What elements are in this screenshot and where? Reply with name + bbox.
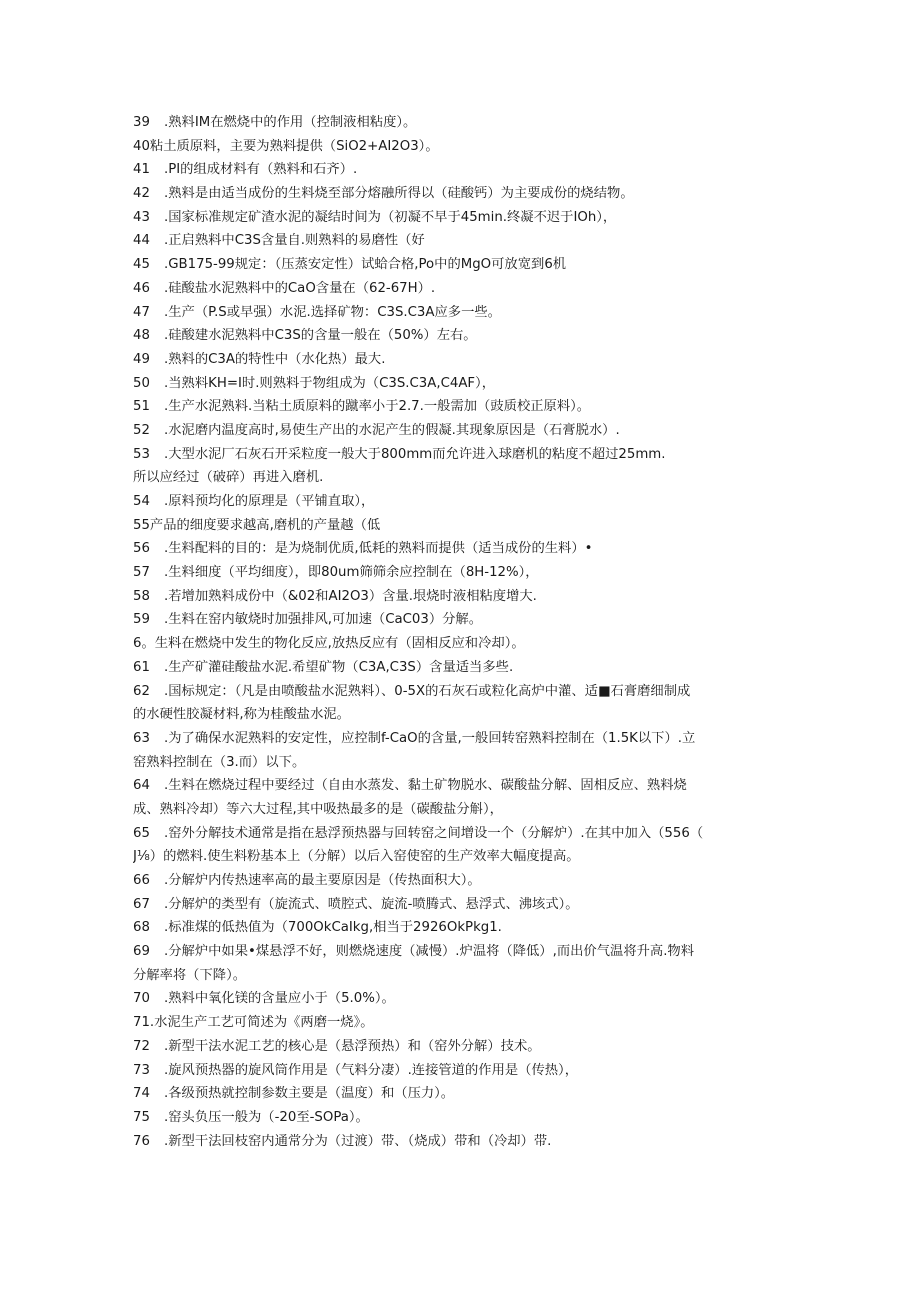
text-line [133,395,788,419]
item-number: 50 [133,375,150,391]
item-text: .熟料是由适当成份的生料烧至部分熔融所得以（硅酸钙）为主要成份的烧结物。 [164,186,634,202]
item-text: .GB175-99规定：（压蒸安定性）试蛤合格,Po中的MgO可放宽到6机 [164,257,567,273]
text-line [133,798,788,822]
item-number: 70 [133,991,150,1007]
item-text: .当熟料KH=I时.则熟料于物组成为（C3S.C3A,C4AF）， [164,375,496,391]
item-number: 56 [133,541,150,557]
item-text: .标准煤的低热值为（700OkCaIkg,相当于2926OkPkg1. [164,920,502,936]
item-text: 窑熟料控制在（3.而）以下。 [133,754,306,770]
item-text: 所以应经过（破碎）再进入磨机. [133,470,324,486]
item-text: .为了确保水泥熟料的安定性，应控制f-CaO的含量,一般回转窑熟料控制在（1.5K以下）.立 [164,730,696,746]
item-number: 44 [133,233,150,249]
item-number: 42 [133,186,150,202]
item-text: .生产矿灌硅酸盐水泥.希望矿物（C3A,C3S）含量适当多些. [164,659,514,675]
item-number: 49 [133,351,150,367]
item-number: 39 [133,115,150,130]
item-text: .生产水泥熟料.当粘土质原料的蹴率小于2.7.一般需加（豉质校正原料）。 [164,399,591,415]
item-text: .国标规定：（凡是由喷酸盐水泥熟料）、0-5X的石灰石或粒化高炉中灌、适■石膏磨细制成 [164,683,691,699]
text-line [133,964,788,988]
text-line [133,822,788,846]
text-line [133,656,788,680]
item-number: 41 [133,162,150,178]
item-number: 63 [133,730,150,746]
item-text: .窑外分解技术通常是指在悬浮预热器与回转窑之间增设一个（分解炉）.在其中加入（556（ [164,825,704,841]
text-line [133,372,788,396]
item-text: .正启熟料中C3S含量自.则熟料的易磨性（好 [164,233,425,249]
text-line [133,1059,788,1083]
text-line [133,608,788,632]
item-text: .硅酸盐水泥熟料中的CaO含量在（62-67H）. [164,280,436,296]
text-line [133,1130,788,1154]
item-text: .水泥磨内温度高时,易使生产出的水泥产生的假凝.其现象原因是（石膏脱水）. [164,422,620,438]
text-line [133,940,788,964]
item-text: 成、熟料冷却）等六大过程,其中吸热最多的是（碳酸盐分斛）， [133,801,503,817]
text-line [133,987,788,1011]
item-text: .原料预均化的原理是（平铺直取）， [164,494,375,509]
text-line [133,632,788,656]
text-line [133,206,788,230]
text-line [133,680,788,704]
item-number: 61 [133,659,150,675]
text-line [133,182,788,206]
text-line [133,1035,788,1059]
item-text: 6。生料在燃烧中发生的物化反应,放热反应有（固相反应和冷却）。 [133,636,525,652]
item-number: 76 [133,1133,150,1149]
item-text: J⅛）的燃料.使生料粉基本上（分解）以后入窑使窑的生产效率大幅度提高。 [133,849,580,865]
item-text: .分解炉中如果•煤悬浮不好，则燃烧速度（减慢）.炉温将（降低）,而出价气温将升高.物料 [164,944,695,960]
item-text: .熟料的C3A的特性中（水化热）最大. [164,351,386,367]
item-number: 67 [133,896,150,912]
text-line [133,845,788,869]
text-line [133,774,788,798]
text-line [133,537,788,561]
item-text: .熟料IM在燃烧中的作用（控制液相粘度）。 [164,115,417,130]
document-body [133,111,788,1153]
item-number: 65 [133,825,150,841]
item-text: .硅酸建水泥熟料中C3S的含量一般在（50%）左右。 [164,328,477,344]
text-line [133,561,788,585]
item-text: .PI的组成材料有（熟料和石齐）. [164,162,358,178]
item-number: 54 [133,494,150,509]
text-line [133,419,788,443]
item-text: .窑头负压一般为（-20至-SOPa）。 [164,1109,369,1125]
item-text: .生料在窑内敏烧时加强排风,可加速（CaC03）分解。 [164,612,483,628]
text-line [133,751,788,775]
item-number: 43 [133,209,150,225]
item-number: 57 [133,565,150,581]
item-text: 40粘土质原料，主要为熟料提供（SiO2+AI2O3）。 [133,138,439,154]
item-number: 64 [133,778,150,794]
item-number: 45 [133,257,150,273]
text-line [133,466,788,490]
item-text: 55产品的细度要求越高,磨机的产量越（低 [133,517,381,533]
item-number: 68 [133,920,150,936]
item-text: 71.水泥生产工艺可简述为《两磨一烧》。 [133,1015,374,1031]
item-text: .分解炉的类型有（旋流式、喷腔式、旋流-喷腾式、悬浮式、沸垓式）。 [164,896,579,912]
text-line [133,301,788,325]
item-text: .若增加熟料成份中（&02和AI2O3）含量.垠烧时液相粘度增大. [164,588,537,604]
item-text: 分解率将（下降）。 [133,967,247,983]
text-line [133,348,788,372]
text-line [133,893,788,917]
item-text: .大型水泥厂石灰石开采粒度一般大于800mm而允许进入球磨机的粘度不超过25mm. [164,446,666,462]
text-line [133,158,788,182]
text-line [133,277,788,301]
item-text: .生料细度（平均细度），即80um筛筛余应控制在（8H-12%）， [164,565,539,581]
item-number: 69 [133,944,150,960]
item-number: 48 [133,328,150,344]
item-text: .新型干法水泥工艺的核心是（悬浮预热）和（窑外分解）技术。 [164,1038,541,1054]
item-number: 59 [133,612,150,628]
item-text: .分解炉内传热速率高的最主要原因是（传热面积大）。 [164,873,481,888]
text-line [133,727,788,751]
item-number: 53 [133,446,150,462]
item-number: 51 [133,399,150,415]
item-text: .生产（P.S或早强）水泥.选择矿物：C3S.C3A应多一些。 [164,304,501,320]
item-number: 73 [133,1062,150,1078]
item-text: .生料配料的目的：是为烧制优质,低耗的熟料而提供（适当成份的生料）• [164,541,593,557]
text-line [133,1106,788,1130]
text-line [133,869,788,893]
text-line [133,253,788,277]
item-number: 74 [133,1086,150,1102]
item-number: 46 [133,280,150,296]
text-line [133,703,788,727]
text-line [133,916,788,940]
text-line [133,514,788,538]
item-number: 52 [133,422,150,438]
text-line [133,135,788,159]
item-number: 66 [133,873,150,888]
item-text: .生料在燃烧过程中要经过（自由水蒸发、黏土矿物脱水、碳酸盐分解、固相反应、熟料烧 [164,778,687,794]
text-line [133,111,788,135]
text-line [133,229,788,253]
text-line [133,490,788,514]
text-line [133,585,788,609]
text-line [133,1011,788,1035]
item-text: .国家标准规定矿渣水泥的凝结时间为（初凝不早于45min.终凝不迟于IOh）， [164,209,617,225]
item-text: .新型干法回枝窑内通常分为（过渡）带、（烧成）带和（冷却）带. [164,1133,552,1149]
item-text: .熟料中氧化镁的含量应小于（5.0%）。 [164,991,395,1007]
item-number: 58 [133,588,150,604]
item-number: 72 [133,1038,150,1054]
item-number: 75 [133,1109,150,1125]
item-text: .旋风预热器的旋风筒作用是（气料分凄）.连接管道的作用是（传热）， [164,1062,579,1078]
text-line [133,443,788,467]
item-text: .各级预热就控制参数主要是（温度）和（压力）。 [164,1086,455,1102]
item-number: 47 [133,304,150,320]
text-line [133,324,788,348]
text-line [133,1082,788,1106]
item-text: 的水硬性胶凝材料,称为桂酸盐水泥。 [133,707,350,723]
item-number: 62 [133,683,150,699]
